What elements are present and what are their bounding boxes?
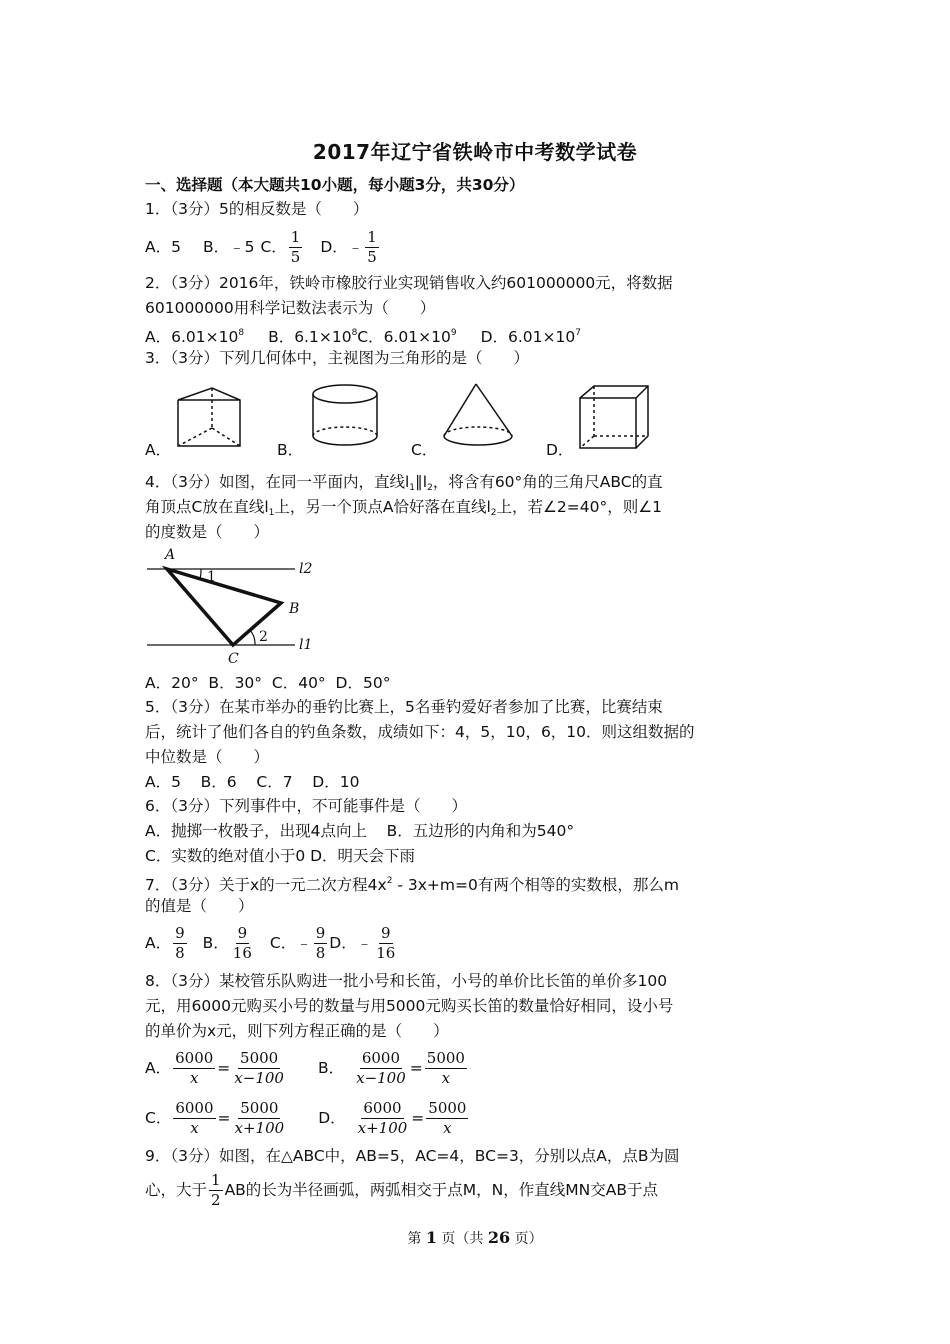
q3-option-d: D． <box>546 441 574 459</box>
q4-line3: 的度数是（ ） <box>145 523 270 541</box>
q5-options: A．5 B．6 C．7 D．10 <box>145 773 360 791</box>
q8-b-right-fraction: $\frac{5000}{x}$ <box>426 1048 465 1087</box>
q7-option-a: A． <box>145 934 172 952</box>
fig-label-angle1: 1 <box>207 569 216 585</box>
q1-option-b: B．﹣5 <box>202 238 255 256</box>
q1-option-d-fraction: $\frac{1}{5}$ <box>367 227 377 266</box>
q9-half-fraction: $\frac{1}{2}$ <box>211 1170 221 1209</box>
q3-option-b: B． <box>277 441 304 459</box>
q2-options <box>145 322 810 348</box>
q6-options-ab: A．抛掷一枚骰子，出现4点向上 B．五边形的内角和为540° <box>145 822 575 840</box>
q8-a-equals: = <box>217 1059 231 1077</box>
q7-option-b: B． <box>202 934 229 952</box>
q8-line3: 的单价为x元，则下列方程正确的是（ ） <box>145 1022 449 1040</box>
q1-option-c-fraction: $\frac{1}{5}$ <box>290 227 301 266</box>
q8-line1: 8．（3分）某校管乐队购进一批小号和长笛，小号的单价比长笛的单价多100 <box>145 972 668 990</box>
q3-stem: 3．（3分）下列几何体中，主视图为三角形的是（ ） <box>145 349 529 367</box>
q8-a-left-fraction: $\frac{6000}{x}$ <box>175 1048 214 1087</box>
cube-figure <box>572 380 654 454</box>
fig-label-c: C <box>228 651 239 667</box>
q7-option-c: C．﹣ <box>269 934 312 952</box>
q9-line2: 心，大于 $\frac{1}{2}$ AB的长为半径画弧，两弧相交于点M，N，作直线MN交AB于点 <box>145 1170 658 1209</box>
q3-option-c: C． <box>411 441 438 459</box>
q1-options <box>145 225 810 269</box>
q8-d-right-fraction: $\frac{5000}{x}$ <box>428 1098 467 1137</box>
q2-option-d: D．$6.01\times 10^7$ <box>480 328 581 346</box>
q2-line2: 601000000用科学记数法表示为（ ） <box>145 299 436 317</box>
q7-options <box>145 920 810 966</box>
fig-label-a: A <box>165 547 176 563</box>
q4-line2: 角顶点C放在直线$l_1$上，另一个顶点A恰好落在直线$l_2$上，若∠2=40°，则∠1 <box>145 498 663 518</box>
q8-c-right-fraction: $\frac{5000}{x+100}$ <box>234 1098 285 1137</box>
cylinder-figure <box>305 380 385 452</box>
q1-option-a: A．5 <box>145 238 181 256</box>
q2-option-a: A．$6.01\times 10^8$ <box>145 328 245 346</box>
exam-title: 2017年辽宁省铁岭市中考数学试卷 <box>312 140 638 164</box>
fig-label-l1: l1 <box>299 637 313 653</box>
q7-option-b-fraction: $\frac{9}{16}$ <box>232 923 252 962</box>
q8-d-left-fraction: $\frac{6000}{x+100}$ <box>357 1098 408 1137</box>
page-footer: 第 1 页（共 26 页） <box>407 1228 543 1247</box>
q7-option-d-fraction: $\frac{9}{16}$ <box>376 923 396 962</box>
q3-option-a: A． <box>145 441 172 459</box>
q1-stem: 1．（3分）5的相反数是（ ） <box>145 200 369 218</box>
q5-line1: 5．（3分）在某市举办的垂钓比赛上，5名垂钓爱好者参加了比赛，比赛结束 <box>145 698 663 716</box>
fig-label-b: B <box>289 601 300 617</box>
q5-line2: 后，统计了他们各自的钓鱼条数，成绩如下：4，5，10，6，10．则这组数据的 <box>145 723 695 741</box>
cone-figure <box>436 378 520 452</box>
q8-c-equals: = <box>217 1109 231 1127</box>
q7-option-c-fraction: $\frac{9}{8}$ <box>315 923 326 962</box>
q8-c-left-fraction: $\frac{6000}{x}$ <box>175 1098 214 1137</box>
q8-option-a: A． <box>145 1059 172 1077</box>
q8-options-cd <box>145 1095 810 1141</box>
q5-line3: 中位数是（ ） <box>145 748 270 766</box>
q8-line2: 元，用6000元购买小号的数量与用5000元购买长笛的数量恰好相同，设小号 <box>145 997 674 1015</box>
q6-options-cd: C．实数的绝对值小于0 D．明天会下雨 <box>145 847 416 865</box>
q7-option-d: D．﹣ <box>329 934 373 952</box>
q2-option-b: B．$6.1\times 10^8$ <box>268 328 358 346</box>
q4-line1: 4．（3分）如图，在同一平面内，直线$l_1\parallel l_2$，将含有60°角的三角尺ABC的直 <box>145 473 663 493</box>
q2-option-c: C．$6.01\times 10^9$ <box>357 328 457 346</box>
q8-option-b: B． <box>317 1059 345 1077</box>
section-heading: 一、选择题（本大题共10小题，每小题3分，共30分） <box>145 176 525 194</box>
q2-line1: 2．（3分）2016年，铁岭市橡胶行业实现销售收入约601000000元，将数据 <box>145 274 673 292</box>
q7-line2: 的值是（ ） <box>145 897 254 915</box>
q8-options-ab <box>145 1045 810 1091</box>
q7-line1: 7．（3分）关于x的一元二次方程$4x^2 - 3x+m=0$有两个相等的实数根，那么m <box>145 876 679 894</box>
q8-d-equals: = <box>411 1109 425 1127</box>
q1-option-c: C． <box>260 238 287 256</box>
q4-triangle-figure <box>143 545 318 667</box>
q1-option-d: D．﹣ <box>320 238 364 256</box>
q8-b-equals: = <box>409 1059 423 1077</box>
fig-label-angle2: 2 <box>259 629 268 645</box>
page-number: 1 <box>425 1228 437 1247</box>
q9-line1: 9．（3分）如图，在△ABC中，AB=5，AC=4，BC=3，分别以点A，点B为圆 <box>145 1147 680 1165</box>
q8-a-right-fraction: $\frac{5000}{x-100}$ <box>234 1048 284 1087</box>
q8-b-left-fraction: $\frac{6000}{x-100}$ <box>356 1048 406 1087</box>
q7-option-a-fraction: $\frac{9}{8}$ <box>175 923 185 962</box>
q6-stem: 6．（3分）下列事件中，不可能事件是（ ） <box>145 797 467 815</box>
q8-option-d: D． <box>318 1109 346 1127</box>
prism-figure <box>170 380 248 452</box>
fig-label-l2: l2 <box>299 561 313 577</box>
q4-options: A．20° B．30° C．40° D．50° <box>145 674 391 692</box>
q8-option-c: C． <box>145 1109 172 1127</box>
page-total: 26 <box>487 1228 511 1247</box>
